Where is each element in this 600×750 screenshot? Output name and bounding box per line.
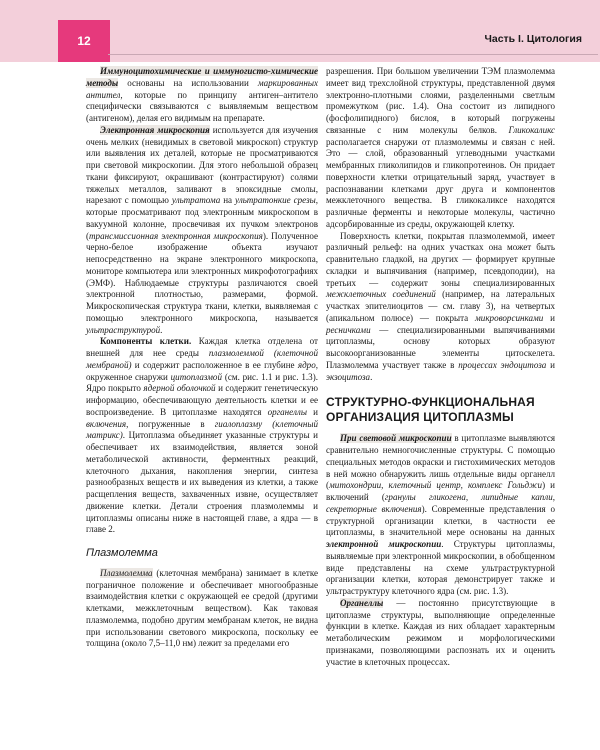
- emphasized-term: При световой микроскопии: [340, 433, 452, 444]
- emphasized-term: Иммуноцитохимические и иммуногисто-химические методы: [86, 66, 318, 88]
- text-run: (например, на латеральных участках эпителиоцитов — см. главу 3), на четвертых (апикальном полюсе) — покрыта: [326, 289, 556, 323]
- emphasized-term: плазмолеммой (клеточной мембраной): [86, 348, 319, 370]
- text-run: (см. рис. 1.1 и рис. 1.3). Ядро покрыто: [86, 371, 318, 394]
- text-run: и: [306, 406, 318, 417]
- left-column: [86, 66, 318, 650]
- text-run: ). Полученное черно-белое изображение объекта изучают непосредственно на экране электронного микроскопа, мониторе компьютера или электронных микрофотографиях (ЭМФ). Наблюдаемые структуры различаются своей электронной плотностью, размерами, формой. Микроскопическая структура ткани, клетки, выявляемая с помощью электронного микроскопа, называется: [86, 230, 318, 323]
- text-run: , которые по принципу антиген–антитело специфически связываются с выявляемым веществом (антигеном), делая его видимым на препарате.: [86, 89, 318, 123]
- emphasized-term: Плазмолемма: [100, 567, 153, 578]
- emphasized-term: Компоненты клетки.: [100, 336, 192, 347]
- text-run: Каждая клетка отделена от внешней для нее среды: [86, 336, 318, 358]
- text-run: , погруженные в: [126, 418, 215, 429]
- text-run: на: [220, 195, 236, 206]
- text-run: и содержит расположенное в ее глубине: [131, 359, 298, 370]
- text-run: . Цитоплазма объединяет указанные структуры и обеспечивает их взаимодействия, является зоной метаболической активности, ферментных реакций, клеточного дыхания, накопления энергии, синтеза разнообразных веществ и их выведения из клетки, а также расщепления веществ, захваченных извне, осуществляет движение клетки. Детали строения плазмолеммы и цитоплазмы описаны ниже в настоящей главе, а ядра — в главе 2.: [86, 430, 318, 535]
- emphasized-term: ультратонкие срезы: [235, 195, 316, 206]
- paragraph-plasmalemma: [86, 568, 318, 650]
- emphasized-term: микроворсинками: [475, 312, 544, 323]
- emphasized-term: гиалоплазму (клеточный матрикс): [86, 418, 318, 441]
- paragraph-resolution: [326, 66, 555, 231]
- text-run: и содержит генетическую информацию, обеспечивающую деятельность клетки и ее воспроизведение. В цитоплазме находятся: [86, 383, 318, 417]
- paragraph-light-microscopy: [326, 433, 555, 598]
- emphasized-term: ультратома: [171, 195, 221, 206]
- text-run: используется для изучения очень мелких (невидимых в световой микроскоп) структур или выявления их деталей, которые не просматриваются при световой микроскопии. Для этого небольшой образец ткани фиксируют, окрашивают (контрастируют) солями тяжелых металлов, заливают в эпоксидные смолы, нарезают с помощью: [86, 124, 319, 206]
- emphasized-term: межклеточных соединений: [326, 289, 436, 300]
- paragraph-immunohistochemistry: [86, 66, 318, 125]
- text-run: — постоянно присутствующие в цитоплазме структуры, выполняющие определенные функции в клетке. Каждая из них обладает характерным метаболическим режимом и морфологическими признаками, позволяющими распознать их и оценить участие в клеточных процессах.: [326, 597, 555, 667]
- paragraph-cell-surface: [326, 231, 555, 384]
- text-run: .: [370, 371, 373, 382]
- text-run: ). Современные представления о структурной организации клетки, в частности ее цитоплазмы, в значительной мере основаны на данных: [326, 503, 555, 538]
- text-run: и: [543, 312, 555, 323]
- subheading-plasmalemma: Плазмолемма: [86, 547, 158, 559]
- emphasized-term: включения: [86, 418, 127, 429]
- emphasized-term: органеллы: [267, 406, 307, 417]
- text-run: разрешения. При большом увеличении ТЭМ плазмолемма имеет вид трехслойной структуры, представленной двумя электронно-плотными слоями, разделенными светлым промежутком (рис. 1.4). Она состоит из липидного (фосфолипидного) бислоя, в который погружены связанные с ним молекулы белков.: [326, 66, 555, 135]
- emphasized-term: Органеллы: [340, 597, 384, 608]
- emphasized-term: Электронная микроскопия: [100, 124, 210, 135]
- text-run: , которые просматривают под электронным микроскопом в вакуумной колонне, просвечивая их пучком электронов (: [86, 195, 318, 241]
- emphasized-term: ресничками: [326, 324, 371, 335]
- emphasized-term: процессах эндоцитоза: [458, 359, 547, 370]
- emphasized-term: митохондрии, клеточный центр, комплекс Гольджи: [329, 480, 543, 491]
- section-title-cytoplasm: СТРУКТУРНО-ФУНКЦИОНАЛЬНАЯ ОРГАНИЗАЦИЯ ЦИТОПЛАЗМЫ: [326, 395, 535, 425]
- page-number-badge: [58, 20, 110, 62]
- emphasized-term: ядерной оболочкой: [143, 383, 216, 394]
- part-title: Часть I. Цитология: [484, 33, 582, 45]
- header-divider: [108, 54, 598, 55]
- text-run: .: [160, 324, 163, 335]
- paragraph-electron-microscopy: [86, 125, 318, 337]
- emphasized-term: гранулы гликогена, липидные капли, секреторные включения: [326, 492, 555, 514]
- emphasized-term: ядро: [297, 359, 316, 370]
- paragraph-organelles: [326, 598, 555, 669]
- page-number: 12: [77, 34, 91, 48]
- page-header: [0, 0, 600, 62]
- emphasized-term: маркированных антител: [86, 77, 318, 100]
- text-run: — специализированными выпячиваниями цитоплазмы, основу которых образуют высокоорганизованные элементы цитоскелета. Плазмолемма участвует также в: [326, 324, 555, 370]
- emphasized-term: Гликокаликс: [508, 124, 555, 135]
- text-run: и: [546, 359, 556, 370]
- emphasized-term: трансмиссионная электронная микроскопия: [89, 230, 263, 241]
- paragraph-cell-components: [86, 336, 318, 536]
- emphasized-term: цитоплазмой: [170, 371, 222, 382]
- text-run: ) и включений (: [326, 480, 555, 502]
- text-run: основаны на использовании: [118, 77, 258, 88]
- emphasized-term: ультраструктурой: [86, 324, 161, 335]
- text-run: . Структуры цитоплазмы, выявляемые при электронной микроскопии, в обобщенном виде представлены на схеме ультраструктурной организации клетки, которая демонстрирует также и ультраструктуру клеточного ядра (см. рис. 1.3).: [326, 539, 555, 596]
- text-run: , окруженное снаружи: [86, 359, 318, 382]
- text-run: (клеточная мембрана) занимает в клетке пограничное положение и обеспечивает многообразные взаимодействия клетки с окружающей ее средой (другими клетками, межклеточным веществом). Как таковая плазмолемма, подобно другим мембранам клеток, не видна при использовании светового микроскопа, поскольку ее толщина (около 7,5–11,0 нм) лежит за пределами его: [86, 567, 318, 649]
- text-run: располагается снаружи от плазмолеммы и связан с ней. Это — слой, образованный углеводными участками мембранных гликолипидов и гликопротеинов. Он придает поверхности клетки отрицательный заряд, участвует в распознавании клетками друг друга и компонентов межклеточного вещества. В гликокаликсе находятся различные ферменты и некоторые молекулы, частично адсорбированные из среды, окружающей клетку.: [326, 136, 555, 229]
- emphasized-term: экзоцитоза: [326, 371, 371, 382]
- right-column: [326, 66, 555, 668]
- emphasized-term: электронной микроскопии: [326, 539, 442, 549]
- text-run: Поверхность клетки, покрытая плазмолеммой, имеет различный рельеф: на одних участках она может быть сравнительно гладкой, на других — формирует крупные складки и выпячивания (например, псевдоподии), на третьих — содержит зоны специализированных: [326, 230, 555, 288]
- text-run: в цитоплазме выявляются сравнительно немногочисленные структуры. С помощью специальных методов окраски и гистохимических методов в ней можно обнаружить лишь отдельные виды органелл (: [326, 433, 555, 491]
